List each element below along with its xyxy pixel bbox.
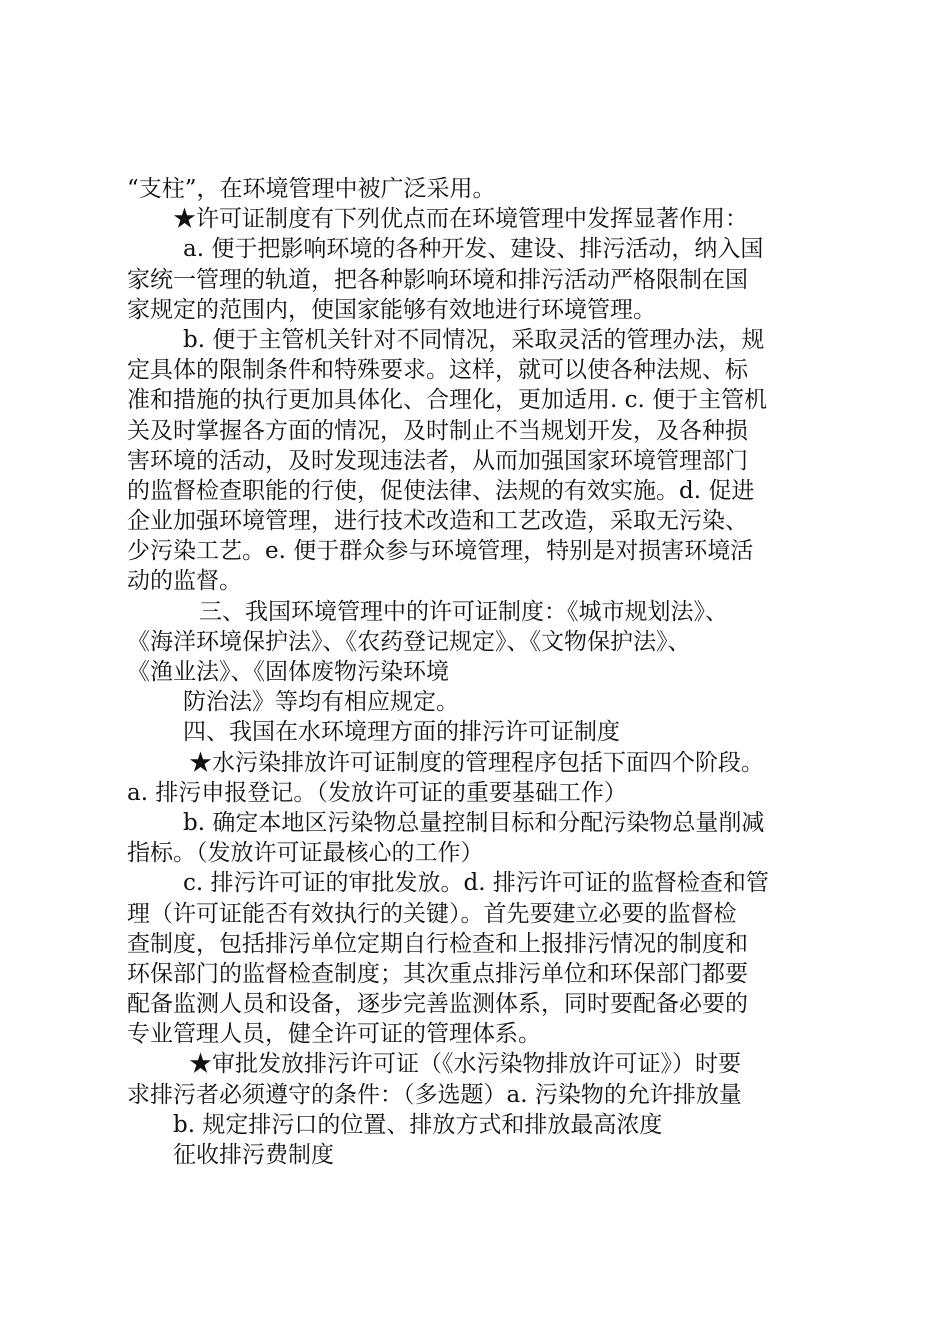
text-line: 《海洋环境保护法》、《农药登记规定》、《文物保护法》、 [127,628,691,655]
text-line: 少污染工艺。e. 便于群众参与环境管理，特别是对损害环境活 [127,538,754,565]
text-line: 动的监督。 [127,568,242,595]
text-line: a. 排污申报登记。（发放许可证的重要基础工作） [127,779,627,806]
text-line: 家规定的范围内，使国家能够有效地进行环境管理。 [127,296,656,323]
text-line: b. 确定本地区污染物总量控制目标和分配污染物总量削减 [183,809,765,836]
text-line: 准和措施的执行更加具体化、合理化，更加适用. c. 便于主管机 [127,387,768,414]
text-line: b. 规定排污口的位置、排放方式和排放最高浓度 [173,1111,663,1138]
text-line: ★许可证制度有下列优点而在环境管理中发挥显著作用： [173,206,748,233]
text-line: 专业管理人员，健全许可证的管理体系。 [127,1021,541,1048]
text-line: 求排污者必须遵守的条件：（多选题）a. 污染物的允许排放量 [127,1081,742,1108]
text-line: 家统一管理的轨道，把各种影响环境和排污活动严格限制在国 [127,266,748,293]
text-line: 《渔业法》、《固体废物污染环境 [127,659,449,685]
text-line: ★审批发放排污许可证（《水污染物排放许可证》）时要 [189,1051,741,1078]
text-line: c. 排污许可证的审批发放。d. 排污许可证的监督检查和管 [183,870,769,897]
text-line: 查制度，包括排污单位定期自行检查和上报排污情况的制度和 [127,930,748,957]
text-line: 企业加强环境管理，进行技术改造和工艺改造，采取无污染、 [127,508,748,535]
text-line: ★水污染排放许可证制度的管理程序包括下面四个阶段。 [189,749,764,776]
text-line: 配备监测人员和设备，逐步完善监测体系，同时要配备必要的 [127,991,748,1018]
text-line: 环保部门的监督检查制度；其次重点排污单位和环保部门都要 [127,960,748,987]
text-line: 关及时掌握各方面的情况，及时制止不当规划开发，及各种损 [127,417,748,444]
text-line: 征收排污费制度 [173,1142,334,1168]
section-heading: 四、我国在水环境理方面的排污许可证制度 [183,719,620,746]
text-line: “支柱”，在环境管理中被广泛采用。 [127,176,496,202]
section-heading: 三、我国环境管理中的许可证制度：《城市规划法》、 [199,598,728,625]
text-line: 定具体的限制条件和特殊要求。这样，就可以使各种法规、标 [127,357,748,384]
text-line: 害环境的活动，及时发现违法者，从而加强国家环境管理部门 [127,447,748,474]
text-line: b. 便于主管机关针对不同情况，采取灵活的管理办法，规 [183,326,765,353]
text-line: a. 便于把影响环境的各种开发、建设、排污活动，纳入国 [183,236,764,263]
text-line: 防治法》等均有相应规定。 [183,689,459,716]
text-line: 理（许可证能否有效执行的关键）。首先要建立必要的监督检 [127,900,737,927]
text-line: 的监督检查职能的行使，促使法律、法规的有效实施。d. 促进 [127,477,755,504]
text-line: 指标。（发放许可证最核心的工作） [127,840,484,867]
document-body [127,174,847,1170]
